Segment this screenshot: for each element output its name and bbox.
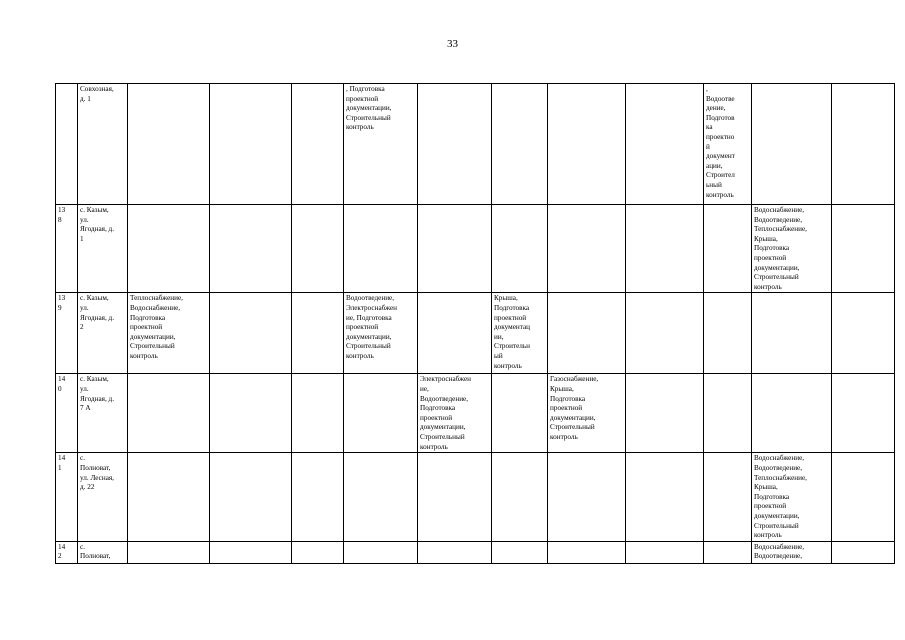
table-row (56, 205, 895, 293)
works-cell (704, 84, 752, 205)
works-cell (292, 374, 344, 453)
works-cell (832, 293, 895, 374)
row-number-cell (56, 453, 78, 541)
row-number-cell (56, 205, 78, 293)
row-number-cell (56, 374, 78, 453)
works-cell (128, 541, 210, 563)
address-cell (78, 84, 128, 205)
works-cell (128, 84, 210, 205)
works-cell (292, 453, 344, 541)
address-cell (78, 205, 128, 293)
table-row (56, 541, 895, 563)
works-cell (418, 374, 492, 453)
works-cell (704, 453, 752, 541)
works-cell (210, 541, 292, 563)
address-cell (78, 293, 128, 374)
works-cell (344, 205, 418, 293)
works-cell (210, 374, 292, 453)
works-cell (704, 293, 752, 374)
cell-text: с. Полноват, (80, 542, 111, 561)
works-cell (752, 374, 832, 453)
cell-text: Водоснабжение, Водоотведение, (754, 542, 805, 561)
table-row (56, 293, 895, 374)
works-cell (344, 541, 418, 563)
cell-text: Газоснабжение, Крыша, Подготовка проектной документации, Строительный контроль (550, 375, 599, 441)
works-cell (492, 453, 548, 541)
works-cell (548, 374, 626, 453)
works-cell (292, 541, 344, 563)
table-row (56, 374, 895, 453)
works-cell (492, 205, 548, 293)
works-cell (704, 374, 752, 453)
cell-text: Совхозная, д. 1 (80, 85, 114, 103)
cell-text: с. Казым, ул. Ягодная, д. 7 А (80, 375, 114, 413)
works-cell (210, 84, 292, 205)
works-cell (492, 84, 548, 205)
works-cell (832, 541, 895, 563)
works-cell (344, 84, 418, 205)
cell-text: 14 2 (58, 542, 66, 561)
works-cell (548, 205, 626, 293)
page-number: 33 (447, 38, 458, 50)
works-cell (626, 293, 704, 374)
works-cell (344, 293, 418, 374)
works-cell (418, 205, 492, 293)
cell-text: 14 0 (58, 375, 66, 393)
works-cell (128, 205, 210, 293)
works-cell (626, 84, 704, 205)
works-cell (128, 293, 210, 374)
works-cell (548, 84, 626, 205)
works-cell (128, 374, 210, 453)
works-table (55, 83, 895, 564)
row-number-cell (56, 84, 78, 205)
cell-text: с. Полноват, ул. Лесная, д. 22 (80, 454, 114, 492)
cell-text: Крыша, Подготовка проектной документац ии, Строительн ый контроль (494, 294, 531, 370)
cell-text: Теплоснабжение, Водоснабжение, Подготовка проектной документации, Строительный контроль (130, 294, 183, 360)
cell-text: 13 8 (58, 206, 66, 224)
works-cell (418, 453, 492, 541)
cell-text: Водоотведение, Электроснабжен ие, Подготовка проектной документации, Строительный контроль (346, 294, 398, 360)
works-cell (292, 205, 344, 293)
works-cell (832, 453, 895, 541)
works-cell (752, 293, 832, 374)
works-cell (418, 293, 492, 374)
cell-text: Водоснабжение, Водоотведение, Теплоснабжение, Крыша, Подготовка проектной документации, Строительный контроль (754, 454, 807, 540)
works-cell (626, 453, 704, 541)
row-number-cell (56, 541, 78, 563)
works-cell (492, 293, 548, 374)
works-cell (752, 453, 832, 541)
works-cell (832, 374, 895, 453)
row-number-cell (56, 293, 78, 374)
cell-text: с. Казым, ул. Ягодная, д. 2 (80, 294, 114, 332)
cell-text: 14 1 (58, 454, 66, 472)
works-cell (210, 205, 292, 293)
works-cell (626, 205, 704, 293)
works-cell (210, 453, 292, 541)
address-cell (78, 374, 128, 453)
works-cell (548, 453, 626, 541)
works-cell (832, 84, 895, 205)
works-cell (492, 541, 548, 563)
works-cell (752, 541, 832, 563)
table-row (56, 453, 895, 541)
works-cell (626, 541, 704, 563)
works-cell (752, 205, 832, 293)
works-cell (344, 453, 418, 541)
works-cell (548, 541, 626, 563)
address-cell (78, 453, 128, 541)
cell-text: , Подготовка проектной документации, Строительный контроль (346, 85, 392, 132)
works-cell (128, 453, 210, 541)
works-cell (548, 293, 626, 374)
cell-text: Водоснабжение, Водоотведение, Теплоснабжение, Крыша, Подготовка проектной документации, Строительный контроль (754, 206, 807, 291)
works-cell (344, 374, 418, 453)
works-cell (292, 84, 344, 205)
works-cell (832, 205, 895, 293)
address-cell (78, 541, 128, 563)
table-row (56, 84, 895, 205)
works-cell (492, 374, 548, 453)
cell-text: 13 9 (58, 294, 66, 312)
works-cell (210, 293, 292, 374)
cell-text: , Водоотве дение, Подготов ка проектно й документ ации, Строител ьный контроль (706, 85, 735, 199)
works-cell (626, 374, 704, 453)
cell-text: Электроснабжен ие, Водоотведение, Подготовка проектной документации, Строительный контроль (420, 375, 472, 451)
works-cell (418, 541, 492, 563)
works-cell (418, 84, 492, 205)
works-cell (292, 293, 344, 374)
cell-text: с. Казым, ул. Ягодная, д. 1 (80, 206, 114, 243)
works-cell (704, 541, 752, 563)
works-cell (752, 84, 832, 205)
works-cell (704, 205, 752, 293)
